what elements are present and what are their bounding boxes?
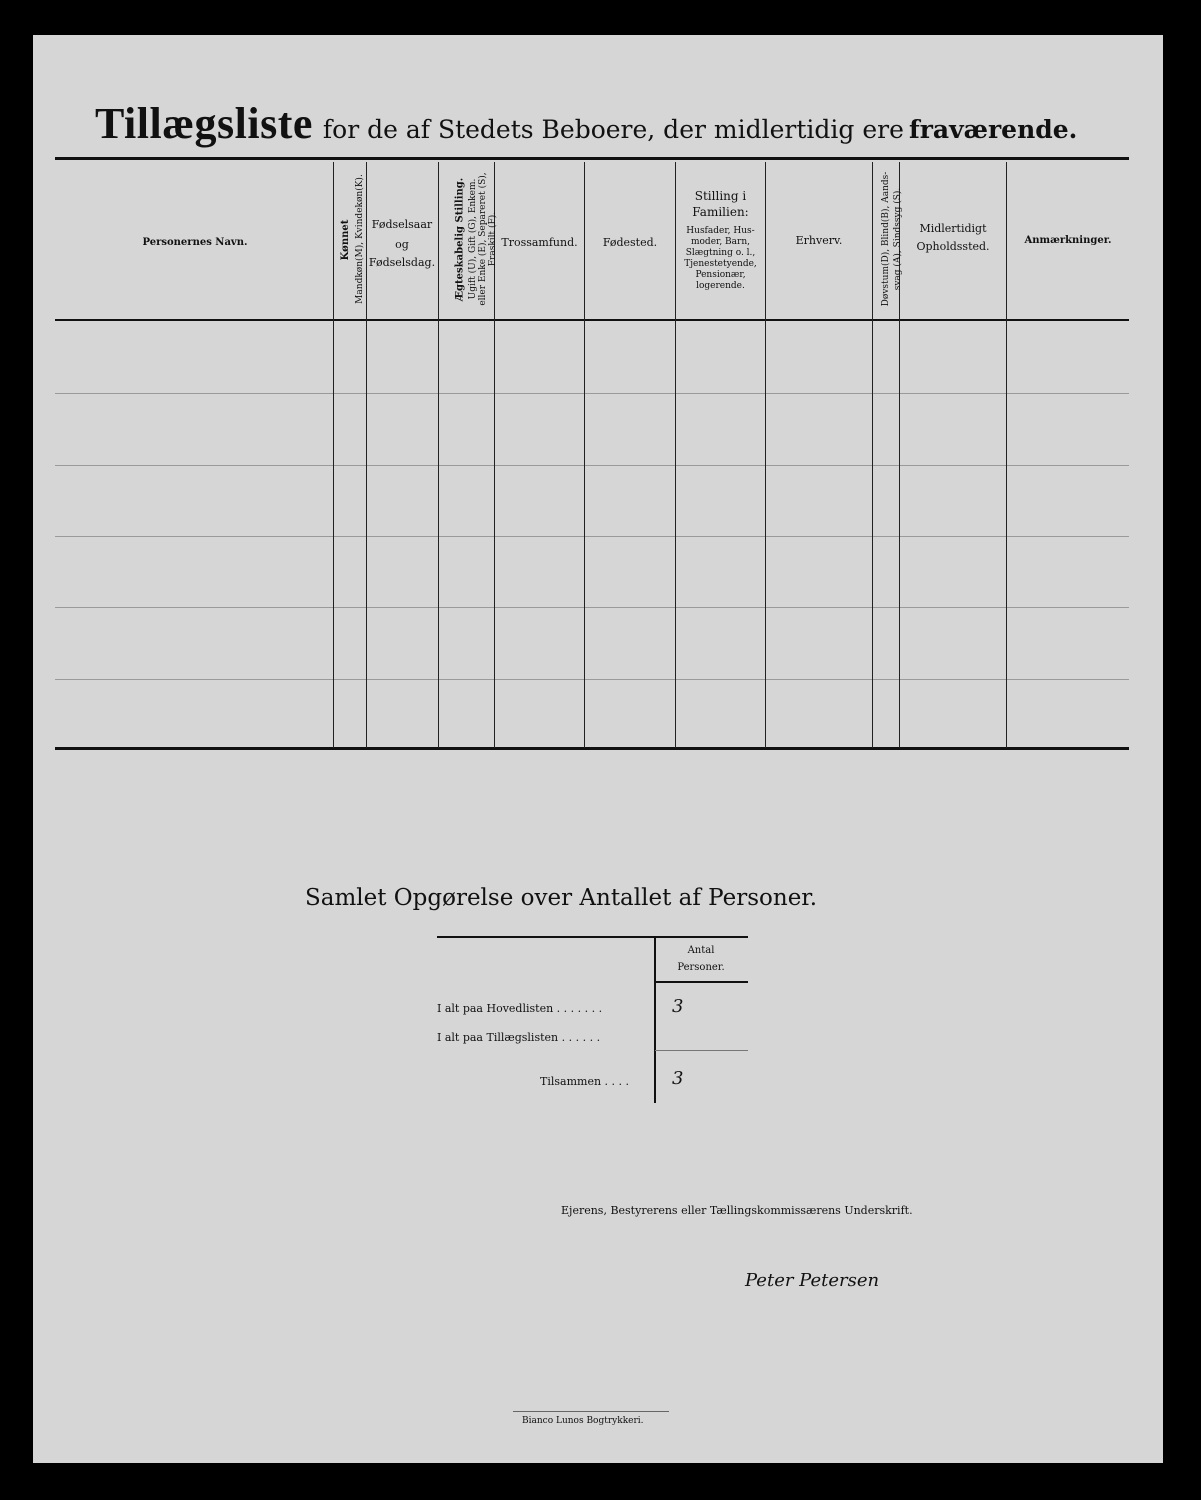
header-birth-line1: Fødselsaar	[371, 218, 433, 231]
summary-total-label: Tilsammen . . . .	[540, 1075, 630, 1088]
signature-handwritten: Peter Petersen	[745, 1270, 880, 1291]
header-family-line2: Familien:	[692, 205, 749, 219]
form-title	[95, 98, 1077, 149]
column-divider	[1006, 162, 1007, 748]
summary-count-header-2: Personer.	[677, 962, 725, 973]
header-family-line3: Husfader, Hus-	[686, 226, 755, 236]
header-family-line1: Stilling i	[694, 189, 747, 203]
header-birthplace: Fødested.	[602, 236, 658, 249]
header-marital-title: Ægteskabelig Stilling.	[454, 177, 466, 302]
header-family-line8: logerende.	[696, 281, 745, 291]
printer-imprint: Bianco Lunos Bogtrykkeri.	[522, 1416, 644, 1426]
summary-title: Samlet Opgørelse over Antallet af Personer.	[305, 885, 818, 911]
header-name: Personernes Navn.	[142, 237, 248, 248]
summary-total-value: 3	[672, 1068, 684, 1089]
header-temp-line1: Midlertidigt	[919, 222, 987, 235]
form-title-rest: for de af Stedets Beboere, der midlertidig ere	[322, 115, 904, 144]
header-marital-codes-2: eller Enke (E), Separeret (S),	[478, 172, 488, 306]
summary-top-rule	[437, 936, 748, 938]
header-gender-codes: Mandkøn(M), Kvindekøn(K).	[355, 174, 365, 304]
form-title-main: Tillægsliste	[95, 99, 313, 148]
header-marital-codes-1: Ugift (U), Gift (G), Enkem.	[468, 178, 478, 300]
header-temp-line2: Opholdssted.	[916, 240, 990, 253]
column-divider	[765, 162, 766, 748]
summary-main-list-value: 3	[672, 996, 684, 1017]
header-birth-line3: Fødselsdag.	[368, 256, 436, 269]
signature-label: Ejerens, Bestyrerens eller Tællingskommissærens Underskrift.	[561, 1204, 913, 1217]
summary-header-rule	[655, 981, 748, 983]
column-divider	[438, 162, 439, 748]
header-disability-1: Døvstum(D), Blind(B), Aands-	[881, 171, 891, 307]
header-family-line6: Tjenestetyende,	[684, 259, 757, 269]
row-divider	[55, 536, 1129, 537]
header-occupation: Erhverv.	[795, 234, 843, 247]
column-divider	[584, 162, 585, 748]
printer-rule	[513, 1411, 669, 1412]
form-title-emphasis: fraværende.	[908, 115, 1078, 144]
table-bottom-rule	[55, 747, 1129, 750]
row-divider	[55, 607, 1129, 608]
column-divider	[872, 162, 873, 748]
header-family-line4: moder, Barn,	[690, 237, 750, 247]
header-disability-2: svag (A), Sindssyg (S).	[893, 187, 903, 291]
summary-supplement-label: I alt paa Tillægslisten . . . . . .	[437, 1031, 601, 1044]
summary-subtotal-rule	[655, 1050, 748, 1051]
header-family-line7: Pensionær,	[695, 270, 746, 280]
row-divider	[55, 393, 1129, 394]
row-divider	[55, 465, 1129, 466]
header-birth-line2: og	[395, 238, 409, 251]
column-divider	[333, 162, 334, 748]
row-divider	[55, 679, 1129, 680]
summary-count-header-1: Antal	[687, 945, 715, 956]
header-gender-title: Kønnet	[340, 219, 351, 261]
header-marital-codes-3: Fraskilt (F).	[488, 211, 498, 267]
header-religion: Trossamfund.	[501, 236, 578, 249]
header-remarks: Anmærkninger.	[1024, 235, 1112, 246]
summary-main-list-label: I alt paa Hovedlisten . . . . . . .	[437, 1002, 603, 1015]
header-family-line5: Slægtning o. l.,	[685, 248, 756, 258]
table-top-rule	[55, 157, 1129, 160]
header-bottom-rule	[55, 319, 1129, 321]
